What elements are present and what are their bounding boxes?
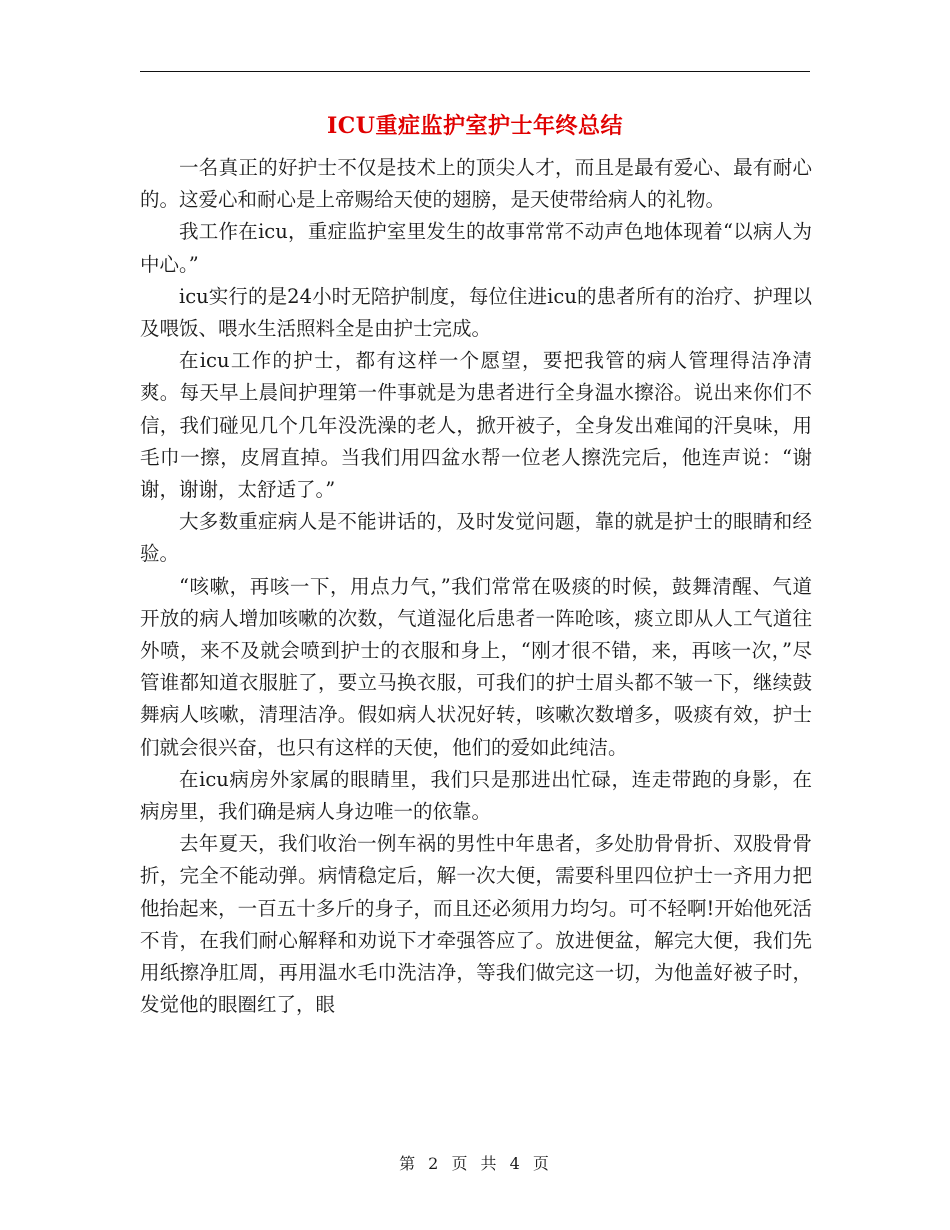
paragraph: 我工作在icu，重症监护室里发生的故事常常不动声色地体现着“以病人为中心。” — [140, 220, 812, 276]
page-number-footer: 第 2 页 共 4 页 — [399, 1154, 551, 1173]
paragraph: “咳嗽，再咳一下，用点力气，”我们常常在吸痰的时候，鼓舞清醒、气道开放的病人增加咳嗽的次数，气道湿化后患者一阵呛咳，痰立即从人工气道往外喷，来不及就会喷到护士的衣服和身上，“刚才很不错，来，再咳一次，”尽管谁都知道衣服脏了，要立马换衣服，可我们的护士眉头都不皱一下，继续鼓舞病人咳嗽，清理洁净。假如病人状况好转，咳嗽次数增多，吸痰有效，护士们就会很兴奋，也只有这样的天使，他们的爱如此纯洁。 — [140, 574, 812, 759]
paragraph: 在icu病房外家属的眼睛里，我们只是那进出忙碌，连走带跑的身影，在病房里，我们确是病人身边唯一的依靠。 — [140, 767, 812, 824]
paragraph: 大多数重症病人是不能讲话的，及时发觉问题，靠的就是护士的眼睛和经验。 — [140, 510, 812, 566]
document-body — [140, 152, 812, 1021]
paragraph: 一名真正的好护士不仅是技术上的顶尖人才，而且是最有爱心、最有耐心的。这爱心和耐心是上帝赐给天使的翅膀，是天使带给病人的礼物。 — [140, 156, 812, 212]
paragraph: icu实行的是24小时无陪护制度，每位住进icu的患者所有的治疗、护理以及喂饭、喂水生活照料全是由护士完成。 — [140, 284, 812, 341]
header-rule — [140, 71, 810, 72]
document-title: ICU重症监护室护士年终总结 — [327, 113, 623, 139]
paragraph: 去年夏天，我们收治一例车祸的男性中年患者，多处肋骨骨折、双股骨骨折，完全不能动弹。病情稳定后，解一次大便，需要科里四位护士一齐用力把他抬起来，一百五十多斤的身子，而且还必须用力均匀。可不轻啊!开始他死活不肯，在我们耐心解释和劝说下才牵强答应了。放进便盆，解完大便，我们先用纸擦净肛周，再用温水毛巾洗洁净，等我们做完这一切，为他盖好被子时，发觉他的眼圈红了，眼 — [140, 832, 812, 1017]
paragraph: 在icu工作的护士，都有这样一个愿望，要把我管的病人管理得洁净清爽。每天早上晨间护理第一件事就是为患者进行全身温水擦浴。说出来你们不信，我们碰见几个几年没洗澡的老人，掀开被子，全身发出难闻的汗臭味，用毛巾一擦，皮屑直掉。当我们用四盆水帮一位老人擦洗完后，他连声说：“谢谢，谢谢，太舒适了。” — [140, 349, 812, 502]
